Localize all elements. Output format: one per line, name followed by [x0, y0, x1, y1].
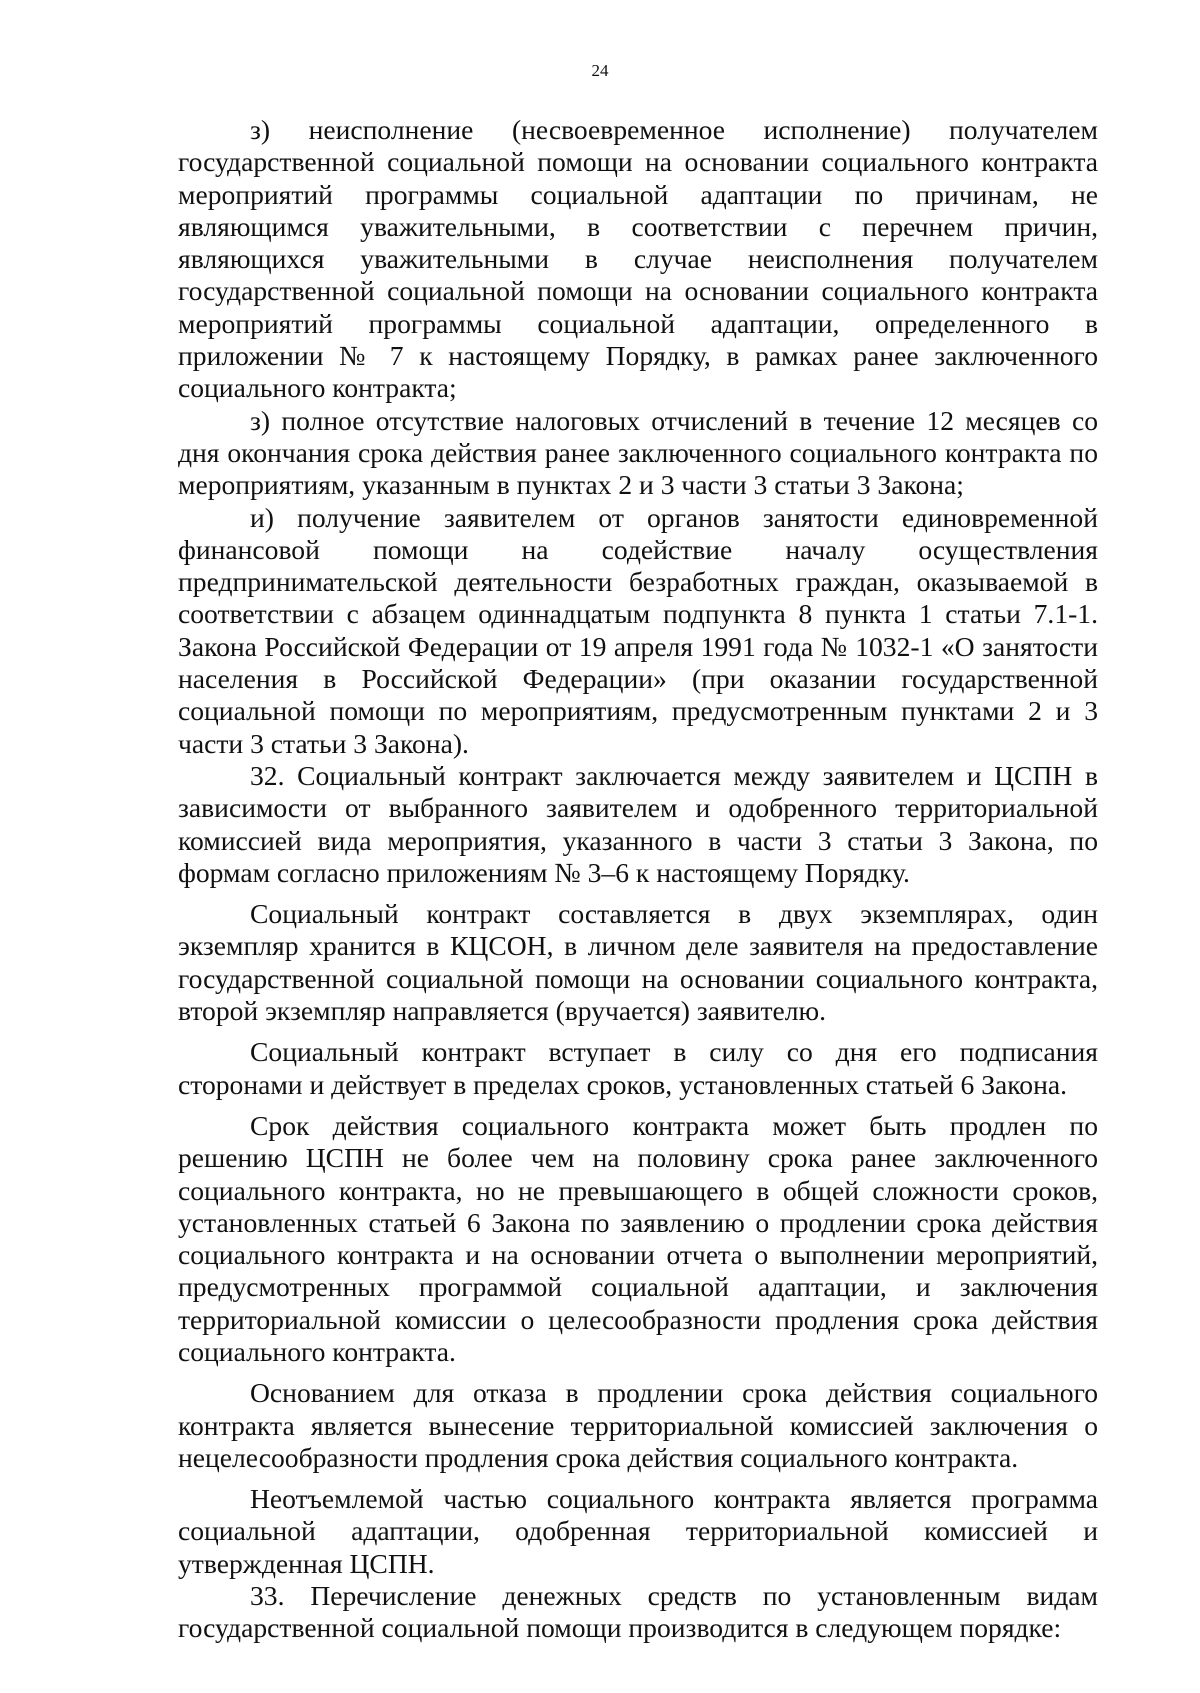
paragraph-z-nonfulfillment: з) неисполнение (несвоевременное исполнение) получателем государственной социальной помощи на основании социального контракта мероприятий программы социальной адаптации по причинам, не являющимся уважительными, в соответствии с перечнем причин, являющихся уважительными в случае неисполнения получателем государственной социальной помощи на основании социального контракта мероприятий программы социальной адаптации, определенного в приложении № 7 к настоящему Порядку, в рамках ранее заключенного социального контракта;: [178, 114, 1098, 404]
paragraph-adaptation-program: Неотъемлемой частью социального контракта является программа социальной адаптации, одобренная территориальной комиссией и утвержденная ЦСПН.: [178, 1483, 1098, 1579]
paragraph-extension: Срок действия социального контракта может быть продлен по решению ЦСПН не более чем на половину срока ранее заключенного социального контракта, но не превышающего в общей сложности сроков, установленных статьей 6 Закона по заявлению о продлении срока действия социального контракта и на основании отчета о выполнении мероприятий, предусмотренных программой социальной адаптации, и заключения территориальной комиссии о целесообразности продления срока действия социального контракта.: [178, 1109, 1098, 1367]
paragraph-effective-date: Социальный контракт вступает в силу со дня его подписания сторонами и действует в пределах сроков, установленных статьей 6 Закона.: [178, 1036, 1098, 1100]
paragraph-z-no-tax: з) полное отсутствие налоговых отчислений в течение 12 месяцев со дня окончания срока действия ранее заключенного социального контракта по мероприятиям, указанным в пунктах 2 и 3 части 3 статьи 3 Закона;: [178, 404, 1098, 501]
paragraph-refusal: Основанием для отказа в продлении срока действия социального контракта является вынесение территориальной комиссией заключения о нецелесообразности продления срока действия социального контракта.: [178, 1377, 1098, 1473]
paragraph-copies: Социальный контракт составляется в двух экземплярах, один экземпляр хранится в КЦСОН, в личном деле заявителя на предоставление государственной социальной помощи на основании социального контракта, второй экземпляр направляется (вручается) заявителю.: [178, 898, 1098, 1027]
paragraph-32: 32. Социальный контракт заключается между заявителем и ЦСПН в зависимости от выбранного заявителем и одобренного территориальной комиссией вида мероприятия, указанного в части 3 статьи 3 Закона, по формам согласно приложениям № 3–6 к настоящему Порядку.: [178, 759, 1098, 888]
page-number: 24: [591, 61, 609, 80]
document-body: [178, 114, 1098, 1645]
paragraph-33: 33. Перечисление денежных средств по установленным видам государственной социальной помощи производится в следующем порядке:: [178, 1580, 1098, 1644]
paragraph-i-financial-aid: и) получение заявителем от органов занятости единовременной финансовой помощи на содействие началу осуществления предпринимательской деятельности безработных граждан, оказываемой в соответствии с абзацем одиннадцатым подпункта 8 пункта 1 статьи 7.1-1. Закона Российской Федерации от 19 апреля 1991 года № 1032-1 «О занятости населения в Российской Федерации» (при оказании государственной социальной помощи по мероприятиям, предусмотренным пунктами 2 и 3 части 3 статьи 3 Закона).: [178, 501, 1098, 759]
